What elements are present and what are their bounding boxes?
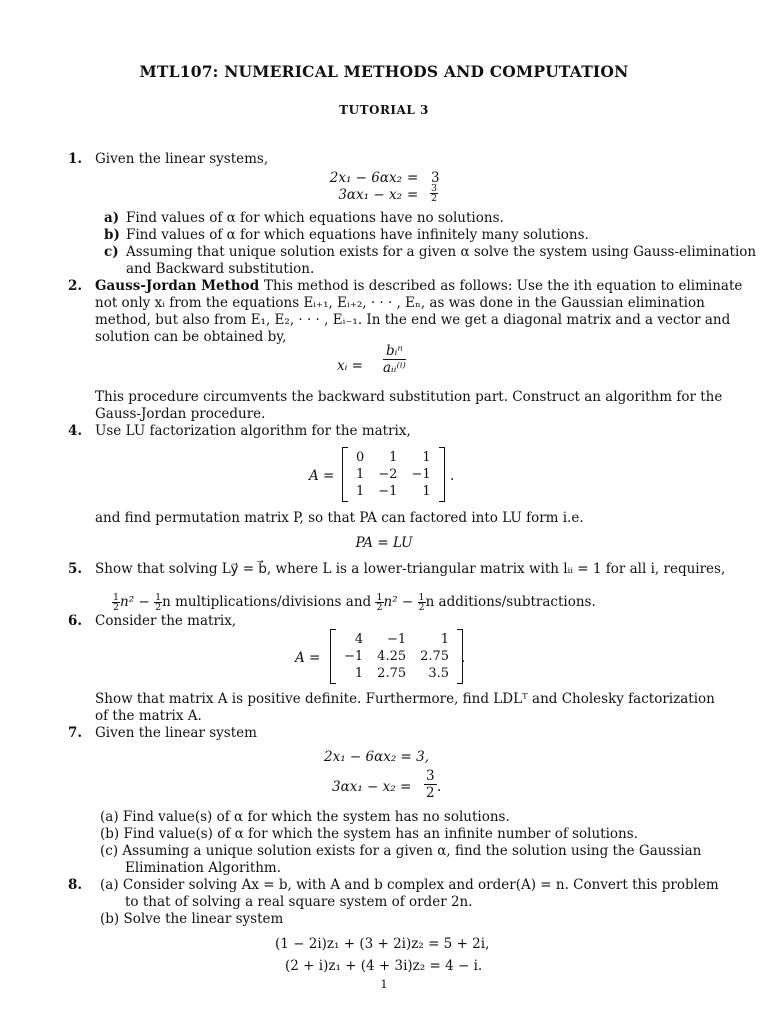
matrix-cell: 1 [422,450,431,465]
q7-eq2-lhs: 3αx₁ − x₂ = [332,779,412,795]
q1-eq1-lhs: 2x₁ − 6αx₂ [329,170,402,186]
q8-number: 8. [68,877,83,893]
q6-after2: of the matrix A. [95,708,202,724]
matrix-cell: 4 [354,632,364,647]
q6-intro: Consider the matrix, [95,613,237,629]
q1-eq2-eq: = [407,187,419,203]
matrix-cell: −1 [411,467,431,482]
q4-equation: PA = LU [355,535,413,551]
q2-number: 2. [68,278,83,294]
matrix-cell: 1 [389,450,398,465]
matrix-cell: 1 [356,484,365,499]
q7-eq2-end: . [437,779,442,795]
q1-intro: Given the linear systems, [95,151,269,167]
page-number: 1 [380,978,388,991]
q8-a2: to that of solving a real square system of order 2n. [125,894,473,910]
q2-after2: Gauss-Jordan procedure. [95,406,266,422]
q4-number: 4. [68,423,83,439]
matrix-cell: −1 [378,484,398,499]
q1-eq1-rhs: 3 [431,170,440,186]
q4-lhs: A = [309,468,335,484]
matrix-cell: 3.5 [428,666,450,681]
q5-frac-3: $\frac{1}{2}$ [376,592,383,613]
matrix-cell: 1 [440,632,450,647]
q5-number: 5. [68,561,83,577]
q7-number: 7. [68,725,83,741]
q7-c1: (c) Assuming a unique solution exists for a given α, find the solution using the Gaussian [100,843,702,859]
q1-eq1-eq: = [407,170,419,186]
q5-line2: $\frac{1}{2}$ n² − $\frac{1}{2}$ n multiplications/divisions and $\frac{1}{2}$ n² − $\frac{1}{2}$ n additions/subtractions. [113,592,596,613]
q7-eq2-fraction: $\frac{3}{2}$ [426,768,435,801]
q4-intro: Use LU factorization algorithm for the matrix, [95,423,411,439]
matrix-cell: 0 [356,450,365,465]
q2-formula-lhs: xᵢ = [337,358,363,374]
q8-eq2: (2 + i)z₁ + (4 + 3i)z₂ = 4 − i. [285,958,483,974]
matrix-row [349,466,438,483]
q1-a-label: a) [104,210,120,226]
q2-heading: Gauss-Jordan Method [95,278,260,294]
q2-after1: This procedure circumvents the backward substitution part. Construct an algorithm for the [95,389,723,405]
q1-b-label: b) [104,227,120,243]
q8-a1: (a) Consider solving Ax = b, with A and b complex and order(A) = n. Convert this problem [100,877,719,893]
q1-c-label: c) [104,244,119,260]
q6-period: . [461,650,466,666]
q7-c2: Elimination Algorithm. [125,860,282,876]
q1-c-text2: and Backward substitution. [126,261,315,277]
q1-a-text: Find values of α for which equations have no solutions. [126,210,504,226]
matrix-row [349,483,438,500]
q6-lhs: A = [295,650,321,666]
q4-after: and find permutation matrix P, so that PA can factored into LU form i.e. [95,510,584,526]
matrix-row [337,665,456,682]
q2-formula-fraction: bᵢⁿ aᵢᵢ⁽ⁱ⁾ [383,343,406,376]
q8-eq1: (1 − 2i)z₁ + (3 + 2i)z₂ = 5 + 2i, [275,936,490,952]
q5-frac-1: $\frac{1}{2}$ [113,592,120,613]
matrix-row [337,631,456,648]
q7-intro: Given the linear system [95,725,257,741]
q1-c-text1: Assuming that unique solution exists for a given α solve the system using Gauss-elimination [126,244,757,260]
document-title: MTL107: NUMERICAL METHODS AND COMPUTATION [139,62,629,81]
q6-number: 6. [68,613,83,629]
q4-period: . [450,468,455,484]
q5-line1: Show that solving Ly⃗ = b⃗, where L is a lower-triangular matrix with lᵢᵢ = 1 for all i, requires, [95,561,726,577]
matrix-cell: 2.75 [377,666,407,681]
q5-frac-2: $\frac{1}{2}$ [155,592,162,613]
q6-after1: Show that matrix A is positive definite. Furthermore, find LDLᵀ and Cholesky factorization [95,691,715,707]
document-subtitle: TUTORIAL 3 [339,103,429,117]
matrix-cell: 1 [422,484,431,499]
matrix-row [349,449,438,466]
q2-line2: not only xᵢ from the equations Eᵢ₊₁, Eᵢ₊₂, · · · , Eₙ, as was done in the Gaussian elimination [95,295,705,311]
q5-frac-4: $\frac{1}{2}$ [418,592,425,613]
q1-b-text: Find values of α for which equations have infinitely many solutions. [126,227,589,243]
q1-eq2-rhs: $\frac{3}{2}$ [431,183,438,204]
q1-number: 1. [68,151,83,167]
q7-a: (a) Find value(s) of α for which the system has no solutions. [100,809,510,825]
q2-line1: This method is described as follows: Use the ith equation to eliminate [264,278,743,294]
matrix-cell: 2.75 [420,649,450,664]
matrix-cell: −1 [344,649,364,664]
q7-eq1: 2x₁ − 6αx₂ = 3, [324,749,430,765]
matrix-cell: −2 [378,467,398,482]
matrix-cell: 1 [356,467,365,482]
matrix-row [337,648,456,665]
q8-b: (b) Solve the linear system [100,911,284,927]
q2-line4: solution can be obtained by, [95,329,287,345]
q1-eq2-lhs: 3αx₁ − x₂ [338,187,402,203]
matrix-cell: 1 [354,666,364,681]
q6-matrix [330,629,466,684]
q2-line3: method, but also from E₁, E₂, · · · , Eᵢ₋₁. In the end we get a diagonal matrix and a vector and [95,312,731,328]
matrix-cell: −1 [386,632,407,647]
matrix-cell: 4.25 [377,649,407,664]
q4-matrix [342,447,445,502]
q7-b: (b) Find value(s) of α for which the system has an infinite number of solutions. [100,826,638,842]
